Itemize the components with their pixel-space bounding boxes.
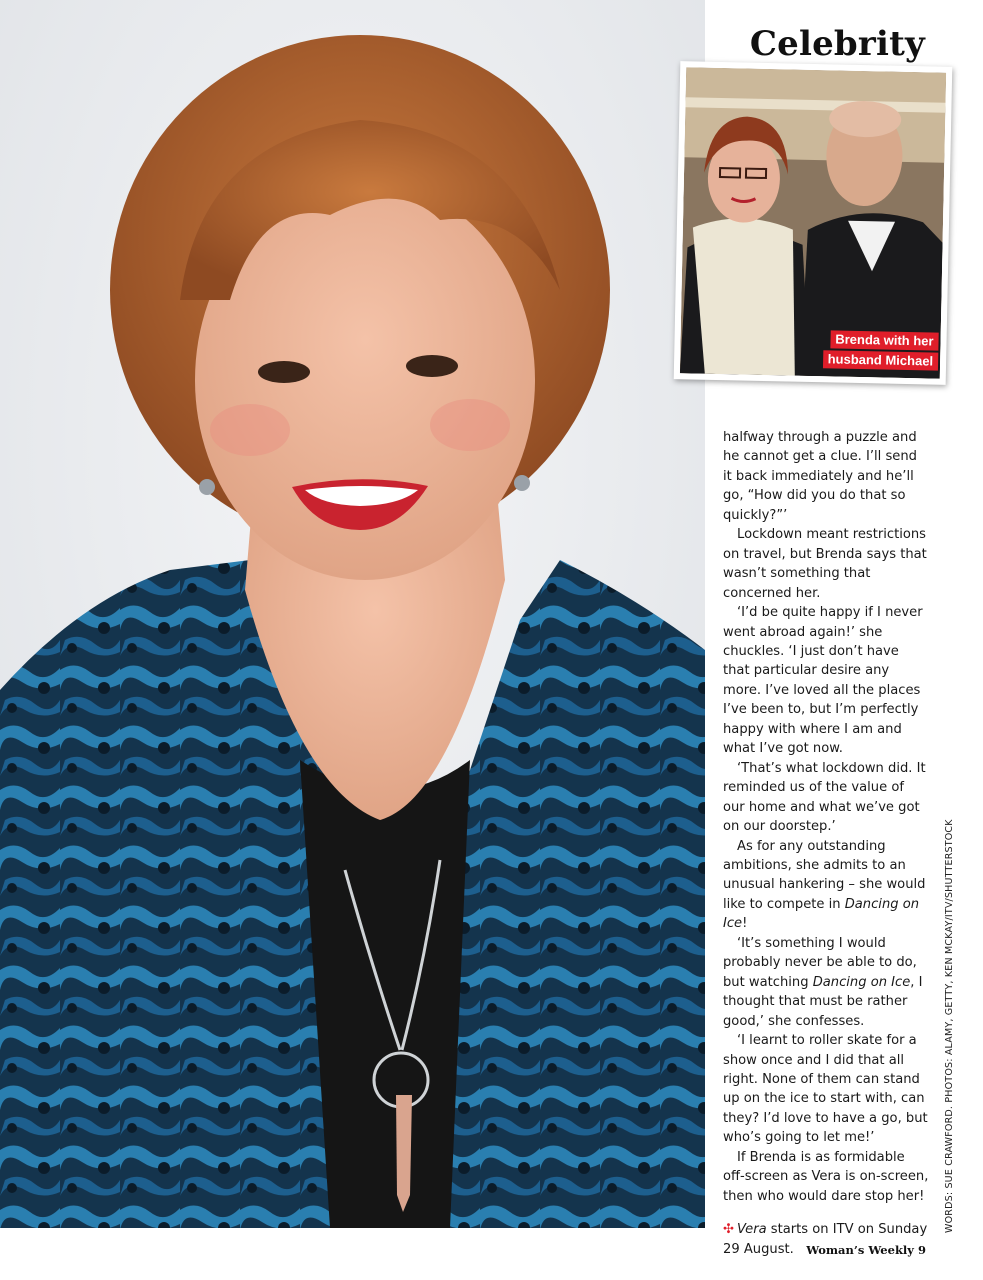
paragraph: If Brenda is as formidable off-screen as Vera is on-screen, then who would dare stop her! — [723, 1149, 929, 1204]
page-folio — [806, 1243, 926, 1257]
promo-text: starts on ITV on Sunday 29 August. — [723, 1222, 928, 1257]
paragraph — [723, 934, 929, 1031]
paragraph-text: , I thought that must be rather good,’ she confesses. — [723, 974, 923, 1029]
magazine-name: Woman’s Weekly — [806, 1243, 914, 1257]
caption-line-2: husband Michael — [822, 350, 938, 370]
inset-photo — [674, 61, 953, 385]
paragraph — [723, 837, 929, 934]
paragraph: ‘That’s what lockdown did. It reminded us of the value of our home and what we’ve got on our doorstep.’ — [723, 760, 926, 835]
section-title: Celebrity — [749, 24, 925, 64]
paragraph: halfway through a puzzle and he cannot get a clue. I’ll send it back immediately and he’ll go, “How did you do that so quickly?”’ — [723, 430, 917, 523]
paragraph: ‘I learnt to roller skate for a show once and I did that all right. None of them can stand up on the ice to start with, can they? I’d love to have a go, but who’s going to let me!’ — [723, 1033, 928, 1146]
paragraph-text: ‘It’s something I would probably never be able to do, but watching — [723, 935, 917, 990]
article-body — [723, 428, 929, 1259]
star-bullet-icon: ✣ — [723, 1222, 734, 1238]
caption-line-1: Brenda with her — [830, 330, 939, 350]
paragraph: Lockdown meant restrictions on travel, but Brenda says that wasn’t something that concerned her. — [723, 527, 927, 601]
paragraph-text: ! — [742, 916, 748, 932]
show-title: Dancing on Ice — [812, 974, 911, 990]
show-title: Vera — [736, 1222, 767, 1238]
paragraph-text: As for any outstanding ambitions, she admits to an unusual hankering – she would like to compete in — [723, 838, 926, 912]
page-number: 9 — [917, 1243, 926, 1257]
show-title: Dancing on Ice — [723, 896, 920, 932]
paragraph: ‘I’d be quite happy if I never went abroad again!’ she chuckles. ‘I just don’t have that particular desire any more. I’ve loved all the places I’ve been to, but I’m perfectly happy with where I am and what I’ve got now. — [723, 605, 923, 757]
inset-caption — [822, 330, 938, 370]
photo-credit: WORDS: SUE CRAWFORD. PHOTOS: ALAMY, GETTY, KEN MCKAY/ITV/SHUTTERSTOCK — [944, 819, 955, 1233]
